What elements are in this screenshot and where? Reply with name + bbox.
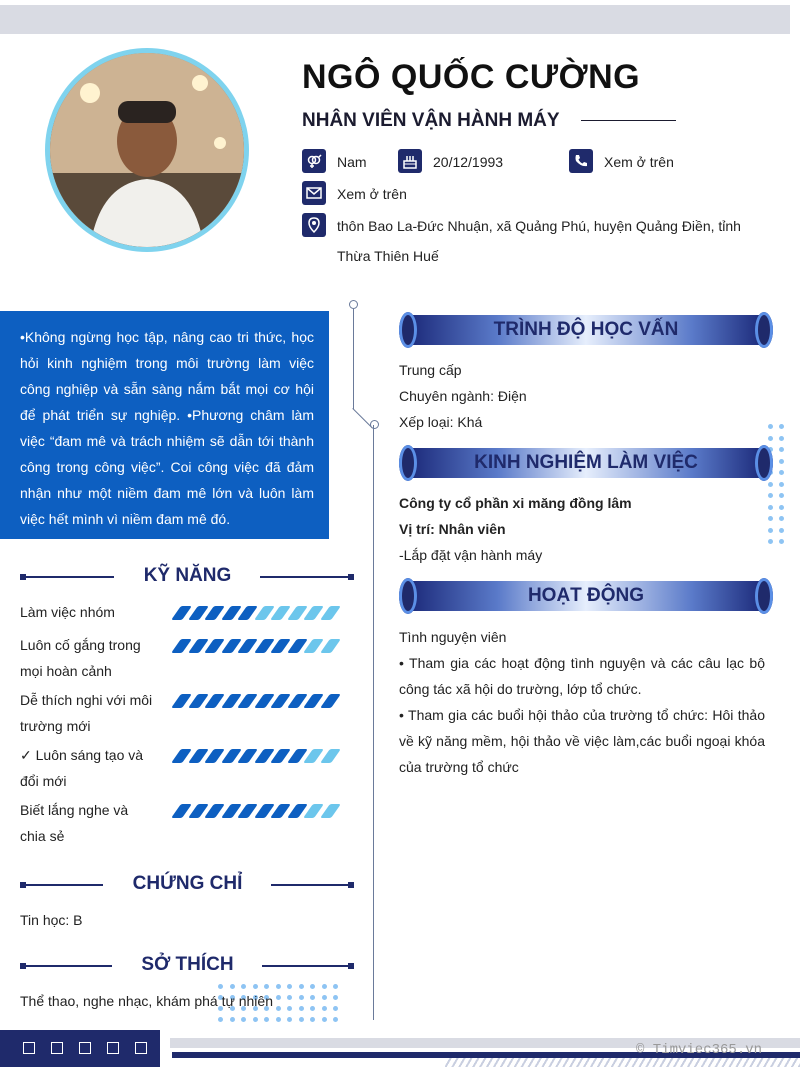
bottom-hatch (445, 1058, 800, 1067)
email-icon (302, 181, 326, 205)
heading-bullet (348, 882, 354, 888)
skill-label-line: đổi mới (20, 773, 67, 789)
decor-dot-column (768, 424, 788, 549)
birthday-value: 20/12/1993 (433, 154, 504, 170)
experience-heading: KINH NGHIỆM LÀM VIỆC (474, 452, 698, 473)
decor-dot (779, 436, 784, 441)
skill-bar-filled (320, 694, 341, 708)
phone-icon (569, 149, 593, 173)
decor-dot (276, 984, 281, 989)
education-major: Chuyên ngành: Điện (399, 388, 527, 404)
decor-dot (276, 995, 281, 1000)
certificates-heading (20, 873, 355, 897)
decor-dot (276, 1006, 281, 1011)
email-value: Xem ở trên (337, 186, 407, 202)
decor-dot (779, 424, 784, 429)
decor-dot (264, 1017, 269, 1022)
address-line-2: Thừa Thiên Huế (337, 248, 439, 264)
decor-dot (333, 1006, 338, 1011)
experience-banner (399, 445, 773, 481)
decor-dot (768, 516, 773, 521)
decor-dot (287, 984, 292, 989)
heading-line (271, 884, 349, 886)
decor-dot (333, 1017, 338, 1022)
decor-dot (779, 493, 784, 498)
decor-dot (779, 505, 784, 510)
decor-dot (768, 539, 773, 544)
decor-dot (322, 1017, 327, 1022)
square-icon (135, 1042, 147, 1054)
decor-dot (299, 1017, 304, 1022)
decor-dot (779, 516, 784, 521)
gender-icon (302, 149, 326, 173)
education-grade: Xếp loại: Khá (399, 414, 483, 430)
timeline-dot-mid (370, 420, 379, 429)
skill-label (20, 599, 170, 625)
decor-dot (299, 995, 304, 1000)
hobbies-heading-text: SỞ THÍCH (141, 954, 234, 975)
certificate-item: Tin học: B (20, 912, 83, 928)
decor-dot (253, 1017, 258, 1022)
decor-dot (779, 528, 784, 533)
skills-heading (20, 565, 355, 589)
decor-dot (241, 1017, 246, 1022)
activities-heading: HOẠT ĐỘNG (527, 585, 645, 606)
timeline-dot-top (349, 300, 358, 309)
square-icon (107, 1042, 119, 1054)
education-heading: TRÌNH ĐỘ HỌC VẤN (493, 319, 679, 340)
decor-dot (768, 493, 773, 498)
profile-photo (50, 53, 244, 247)
square-icon (23, 1042, 35, 1054)
decor-dot (299, 1006, 304, 1011)
address-line-1: thôn Bao La-Đức Nhuận, xã Quảng Phú, huyện Quảng Điền, tỉnh (337, 218, 741, 234)
decor-dot (768, 482, 773, 487)
skill-label (20, 797, 170, 849)
watermark: © Timviec365.vn (636, 1042, 763, 1058)
career-objective: •Không ngừng học tập, nâng cao tri thức, học hỏi kinh nghiệm trong môi trường làm việc công nghiệp và sẵn sàng nắm bắt mọi cơ hội để phát triển sự nghiệp. •Phương châm làm việc “đam mê và trách nhiệm sẽ dẫn tới thành công trong công việc”. Coi công việc đã đảm nhận như một niềm đam mê lớn và luôn làm việc hết mình vì niềm đam mê đó. (0, 311, 329, 539)
skill-label (20, 687, 170, 739)
skill-label-line: Dễ thích nghi với môi (20, 692, 153, 708)
hobbies-text: Thể thao, nghe nhạc, khám phá tự nhiên (20, 993, 273, 1009)
heading-bullet (348, 574, 354, 580)
skill-label-line: Luôn cố gắng trong (20, 637, 141, 653)
timeline-segment (353, 309, 354, 409)
skill-label (20, 742, 170, 794)
skill-label-line: trường mới (20, 718, 91, 734)
heading-line (262, 965, 349, 967)
decor-dot (287, 1017, 292, 1022)
skill-bar-empty (320, 804, 341, 818)
activity-item: • Tham gia các buổi hội thảo của trường tổ chức: Hôi thảo về kỹ năng mềm, hội thảo về việc làm,các buổi ngoại khóa của trường tổ chức (399, 707, 765, 775)
experience-detail: -Lắp đặt vận hành máy (399, 547, 543, 563)
square-icon (51, 1042, 63, 1054)
skill-bar-empty (320, 639, 341, 653)
decor-dot (768, 505, 773, 510)
skill-label-line: ✓ Luôn sáng tạo và (20, 747, 144, 763)
decor-dot (779, 459, 784, 464)
timeline-line (373, 425, 374, 1020)
decor-dot (299, 984, 304, 989)
education-content (399, 357, 765, 435)
decor-dot (287, 1006, 292, 1011)
decor-dot (779, 447, 784, 452)
company-name: Công ty cổ phần xi măng đồng lâm (399, 495, 632, 511)
decor-dot (333, 984, 338, 989)
decor-dot (322, 984, 327, 989)
certificates-heading-text: CHỨNG CHỈ (132, 873, 243, 894)
job-title: NHÂN VIÊN VẬN HÀNH MÁY (302, 110, 560, 131)
decor-dot (310, 984, 315, 989)
hobbies-heading (20, 954, 355, 978)
activities-content (399, 624, 765, 780)
decor-dot (768, 424, 773, 429)
skill-label-line: Biết lắng nghe và (20, 802, 129, 818)
education-level: Trung cấp (399, 362, 462, 378)
heading-bullet (348, 963, 354, 969)
decor-dot (276, 1017, 281, 1022)
decor-dot (310, 995, 315, 1000)
location-icon (302, 213, 326, 237)
decor-dot (768, 436, 773, 441)
activity-item: • Tham gia các hoạt động tình nguyện và các câu lạc bộ công tác xã hội do trường, lớp tổ chức. (399, 655, 765, 697)
skill-bar-empty (320, 606, 341, 620)
cake-icon (398, 149, 422, 173)
activity-role: Tình nguyện viên (399, 629, 507, 645)
decor-dot (310, 1017, 315, 1022)
top-decor-bar (0, 5, 790, 34)
decor-dot (768, 528, 773, 533)
profile-photo-art (50, 53, 244, 247)
phone-value: Xem ở trên (604, 154, 674, 170)
skill-bar-empty (320, 749, 341, 763)
candidate-name: NGÔ QUỐC CƯỜNG (302, 58, 641, 96)
avatar (45, 48, 249, 252)
activities-banner (399, 578, 773, 614)
heading-line (260, 576, 349, 578)
skill-label-line: Làm việc nhóm (20, 604, 115, 620)
gender-value: Nam (337, 154, 367, 170)
decor-dot (333, 995, 338, 1000)
decor-dot (287, 995, 292, 1000)
decor-dot (322, 995, 327, 1000)
decor-dot (310, 1006, 315, 1011)
education-banner (399, 312, 773, 348)
skill-label-line: chia sẻ (20, 828, 65, 844)
decor-dot (779, 482, 784, 487)
square-icon (79, 1042, 91, 1054)
skill-label (20, 632, 170, 684)
decor-dot (218, 1017, 223, 1022)
decor-dot (230, 1017, 235, 1022)
skills-heading-text: KỸ NĂNG (143, 565, 232, 586)
skill-label-line: mọi hoàn cảnh (20, 663, 112, 679)
position: Vị trí: Nhân viên (399, 521, 506, 537)
decor-dot (779, 539, 784, 544)
decor-dot (322, 1006, 327, 1011)
decor-dot (779, 470, 784, 475)
experience-content (399, 490, 765, 568)
title-divider (581, 120, 676, 121)
